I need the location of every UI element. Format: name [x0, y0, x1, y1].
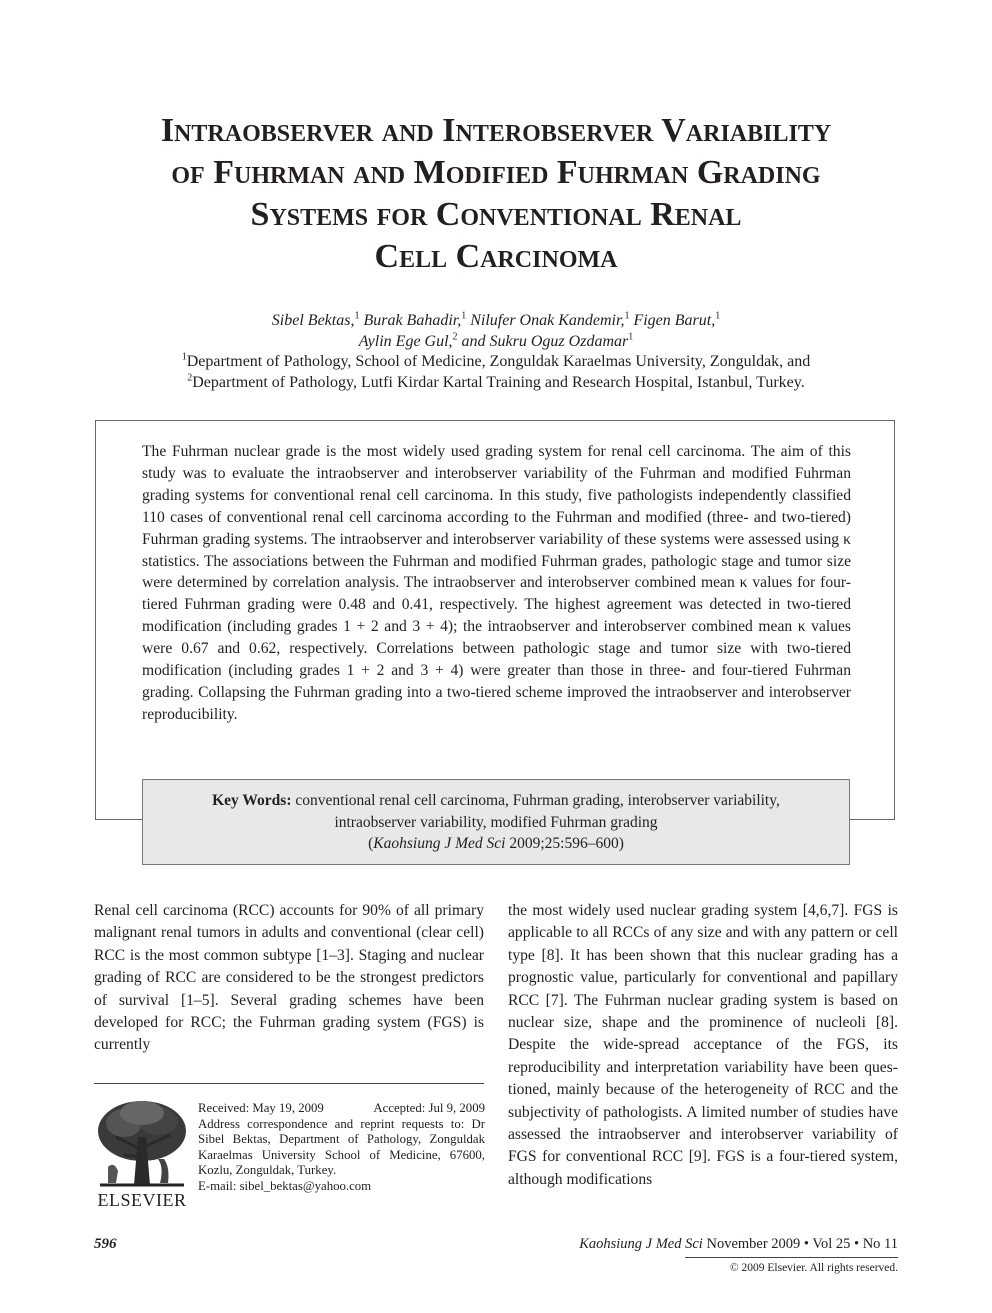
- keywords-line: intraobserver variability, modified Fuhrman grading: [334, 813, 658, 831]
- author-name: Nilufer Onak Kandemir,: [466, 312, 625, 329]
- author-name: Figen Barut,: [629, 312, 716, 329]
- author-affil-sup: 2: [452, 331, 458, 343]
- elsevier-wordmark: ELSEVIER: [97, 1190, 187, 1210]
- author-name: Sibel Bektas,: [271, 312, 355, 329]
- author-affil-sup: 1: [624, 310, 630, 322]
- author-affil-sup: 1: [628, 331, 634, 343]
- body-column-right: the most widely used nuclear grading system [4,6,7]. FGS is applicable to all RCCs of any size and with any pattern or cell type [8]. It has been shown that this nuclear grading has a prognostic value, particularly for conventional and papillary RCC [7]. The Fuhrman nuclear grading system is based on nuclear size, shape and the prominence of nucleoli [8]. Despite the wide-spread acceptance of the FGS, its reproducibility and interpretation variability have been questioned, mainly because of the heterogeneity of RCC and the subjectivity of pathologists. A limited number of studies have assessed the intraobserver and interobserver variability of FGS for conventional RCC [9]. FGS is a four-tiered system, although modifications: [508, 902, 898, 1188]
- keywords-text: conventional renal cell carcinoma, Fuhrman grading, interobserver variability,: [291, 792, 780, 809]
- title-line: Cell Carcinoma: [374, 238, 618, 275]
- citation-journal: Kaohsiung J Med Sci: [373, 835, 506, 852]
- dates-row: [198, 1101, 485, 1117]
- body-column-left: Renal cell carcinoma (RCC) accounts for 90% of all primary malignant renal tumors in adults and conventional (clear cell) RCC is the most common subtype [1–3]. Staging and nuclear grading of RCC are considered to be the strongest predictors of survival [1–5]. Several grading schemes have been developed for RCC; the Fuhrman grading system (FGS) is currently: [94, 902, 484, 1054]
- affiliation-line: [60, 372, 932, 393]
- abstract-text: The Fuhrman nuclear grade is the most widely used grading system for renal cell carcinoma. The aim of this study was to evaluate the intraobserver and interobserver variability of the Fuhrman and modified Fuhrman grading systems for conventional renal cell carcinoma. In this study, five pathologists independently classified 110 cases of conventional renal cell carcinoma according to the Fuhrman and modified (three- and two-tiered) Fuhrman grading systems. The intraobserver and interobserver variability of these systems were assessed using κ statistics. The associations between the Fuhrman and modified Fuhrman grades, pathologic stage and tumor size were determined by correlation analysis. The intraobserver and interobserver combined mean κ values for four-tiered Fuhrman grading were 0.48 and 0.41, respectively. The highest agreement was detected in two-tiered modification (including grades 1 + 2 and 3 + 4); the intraobserver and interobserver combined mean κ values were 0.67 and 0.62, respectively. Correlations between pathologic stage and tumor size with two-tiered modification (including grades 1 + 2 and 3 + 4) were greater than those in three- and four-tiered Fuhrman grading. Collapsing the Fuhrman grading into a two-tiered scheme improved the intraobserver and interobserver reproducibility.: [142, 443, 851, 723]
- author-name: Aylin Ege Gul,: [358, 333, 453, 350]
- accepted-date: Accepted: Jul 9, 2009: [373, 1101, 485, 1115]
- correspondence-email: E-mail: sibel_bektas@yahoo.com: [198, 1178, 372, 1193]
- author-affil-sup: 1: [715, 310, 721, 322]
- citation-paren: (: [368, 835, 374, 852]
- footnote-divider: [94, 1083, 484, 1084]
- keywords-box: [142, 779, 850, 865]
- affiliation-line: [60, 351, 932, 372]
- citation-details: 2009;25:596–600): [505, 835, 624, 852]
- keywords-line: [143, 790, 849, 812]
- page-number: 596: [94, 1236, 117, 1252]
- citation: [143, 833, 849, 855]
- affiliation-text: Department of Pathology, School of Medicine, Zonguldak Karaelmas University, Zonguldak, and: [186, 353, 811, 370]
- title-line: Systems for Conventional Renal: [250, 196, 742, 233]
- author-list: [60, 310, 932, 352]
- article-footnote: [198, 1101, 485, 1195]
- footer-divider: [685, 1257, 898, 1258]
- received-date: Received: May 19, 2009: [198, 1101, 324, 1115]
- copyright-notice: © 2009 Elsevier. All rights reserved.: [729, 1262, 898, 1274]
- correspondence-address: Address correspondence and reprint requests to: Dr Sibel Bektas, Department of Pathology, Zonguldak Karaelmas University School of Medicine, 67600, Kozlu, Zonguldak, Turkey.: [198, 1116, 485, 1178]
- author-name: Burak Bahadir,: [359, 312, 462, 329]
- title-line: of Fuhrman and Modified Fuhrman Grading: [171, 154, 821, 191]
- author-line-2: [60, 331, 932, 352]
- journal-name: Kaohsiung J Med Sci: [579, 1236, 703, 1252]
- affiliation-sup: 2: [187, 372, 193, 384]
- author-affil-sup: 1: [461, 310, 467, 322]
- keywords-label: Key Words:: [212, 792, 292, 809]
- article-title: [60, 110, 932, 278]
- journal-footer: [579, 1236, 898, 1253]
- affiliation-sup: 1: [181, 351, 187, 363]
- affiliations: [60, 351, 932, 393]
- author-name: and Sukru Oguz Ozdamar: [457, 333, 629, 350]
- author-line-1: [60, 310, 932, 331]
- journal-issue: November 2009 • Vol 25 • No 11: [702, 1236, 898, 1252]
- title-line: Intraobserver and Interobserver Variability: [160, 112, 832, 149]
- affiliation-text: Department of Pathology, Lutfi Kirdar Kartal Training and Research Hospital, Istanbul, Turkey.: [192, 374, 805, 391]
- author-affil-sup: 1: [354, 310, 360, 322]
